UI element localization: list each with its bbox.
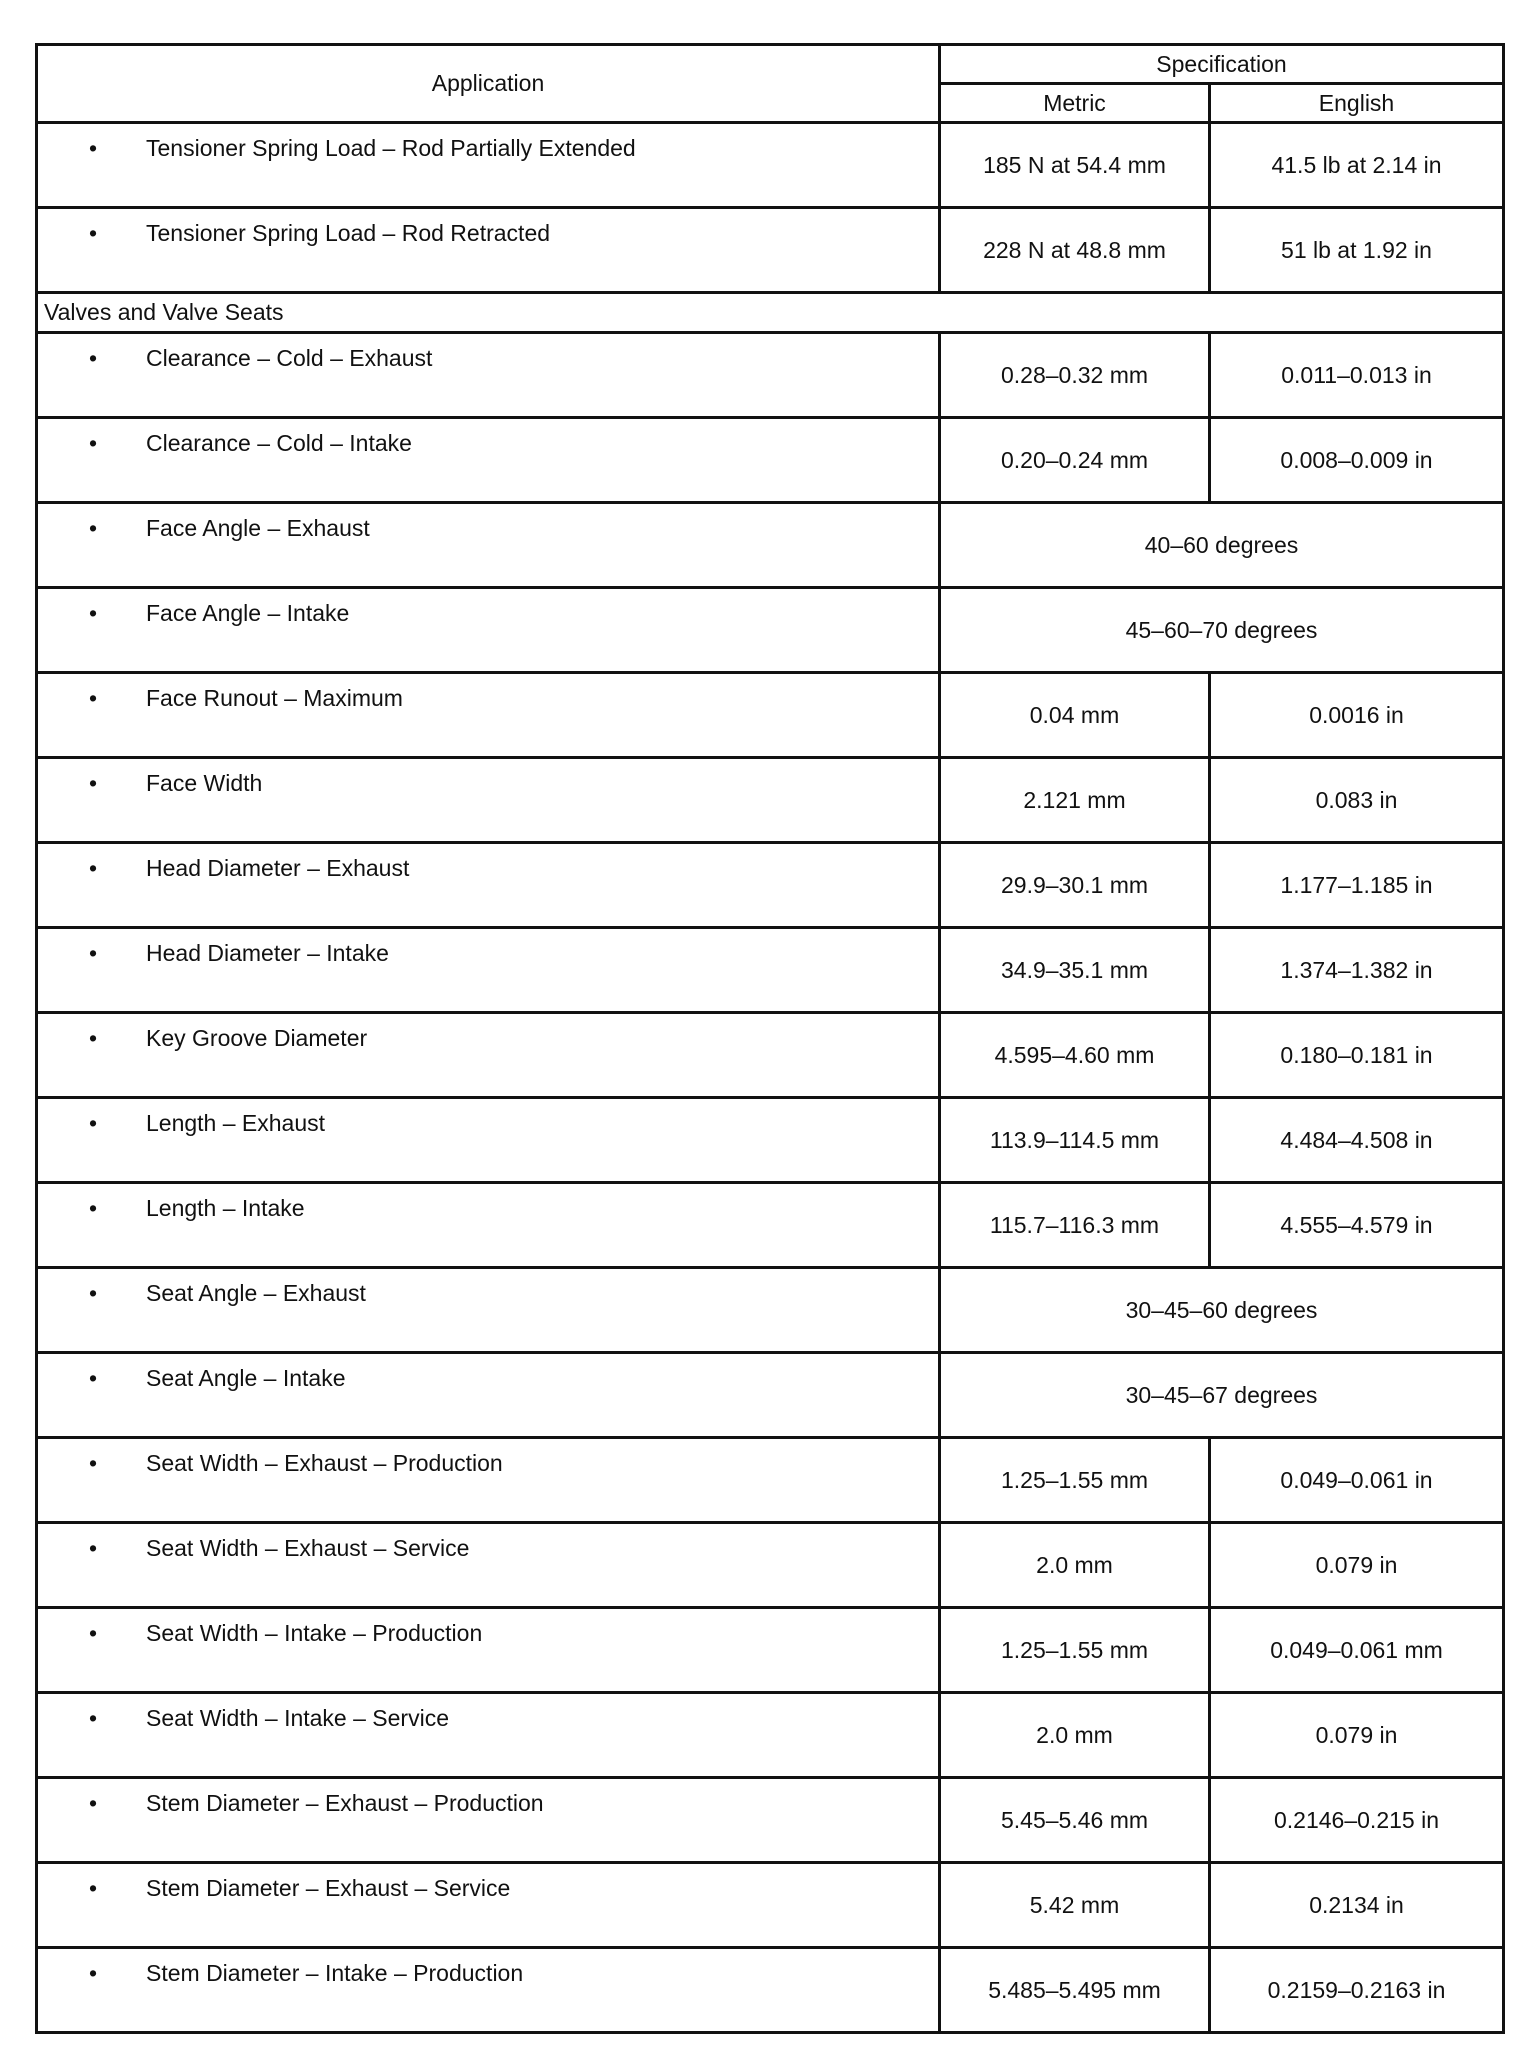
- specification-table: [35, 43, 1505, 2034]
- metric-value: 5.42 mm: [940, 1863, 1210, 1948]
- bullet-icon: •: [89, 135, 98, 161]
- application-cell: [37, 1778, 940, 1863]
- english-value: 0.079 in: [1210, 1693, 1504, 1778]
- application-label: Face Angle – Exhaust: [146, 515, 370, 541]
- application-cell: [37, 123, 940, 208]
- combined-value: 30–45–67 degrees: [940, 1353, 1504, 1438]
- bullet-icon: •: [89, 345, 98, 371]
- bullet-icon: •: [89, 940, 98, 966]
- bullet-icon: •: [89, 770, 98, 796]
- application-label: Seat Angle – Exhaust: [146, 1280, 366, 1306]
- bullet-icon: •: [89, 220, 98, 246]
- table-row: [37, 758, 1504, 843]
- english-value: 0.0016 in: [1210, 673, 1504, 758]
- application-label: Face Width: [146, 770, 263, 796]
- application-cell: [37, 418, 940, 503]
- application-label: Stem Diameter – Exhaust – Production: [146, 1790, 544, 1816]
- table-row: [37, 1948, 1504, 2033]
- bullet-icon: •: [89, 600, 98, 626]
- metric-value: 29.9–30.1 mm: [940, 843, 1210, 928]
- bullet-icon: •: [89, 1960, 98, 1986]
- english-value: 0.2159–0.2163 in: [1210, 1948, 1504, 2033]
- table-row: [37, 588, 1504, 673]
- english-value: 0.008–0.009 in: [1210, 418, 1504, 503]
- metric-value: 2.121 mm: [940, 758, 1210, 843]
- table-row: [37, 333, 1504, 418]
- application-label: Length – Intake: [146, 1195, 305, 1221]
- english-value: 1.374–1.382 in: [1210, 928, 1504, 1013]
- bullet-icon: •: [89, 1110, 98, 1136]
- metric-value: 34.9–35.1 mm: [940, 928, 1210, 1013]
- application-label: Seat Width – Intake – Production: [146, 1620, 483, 1646]
- application-label: Seat Width – Intake – Service: [146, 1705, 449, 1731]
- application-label: Head Diameter – Exhaust: [146, 855, 410, 881]
- application-cell: [37, 1183, 940, 1268]
- table-row: [37, 1268, 1504, 1353]
- english-value: 0.011–0.013 in: [1210, 333, 1504, 418]
- metric-value: 113.9–114.5 mm: [940, 1098, 1210, 1183]
- metric-header: Metric: [940, 84, 1210, 123]
- application-label: Seat Angle – Intake: [146, 1365, 346, 1391]
- bullet-icon: •: [89, 1535, 98, 1561]
- application-cell: [37, 1863, 940, 1948]
- application-cell: [37, 1608, 940, 1693]
- application-cell: [37, 843, 940, 928]
- application-cell: [37, 1438, 940, 1523]
- table-row: [37, 1013, 1504, 1098]
- application-cell: [37, 758, 940, 843]
- english-header: English: [1210, 84, 1504, 123]
- application-cell: [37, 1948, 940, 2033]
- table-row: [37, 503, 1504, 588]
- bullet-icon: •: [89, 1025, 98, 1051]
- application-label: Clearance – Cold – Intake: [146, 430, 412, 456]
- table-row: [37, 1183, 1504, 1268]
- bullet-icon: •: [89, 1365, 98, 1391]
- english-value: 1.177–1.185 in: [1210, 843, 1504, 928]
- table-row: [37, 1438, 1504, 1523]
- metric-value: 2.0 mm: [940, 1523, 1210, 1608]
- application-label: Length – Exhaust: [146, 1110, 326, 1136]
- section-row: [37, 293, 1504, 333]
- english-value: 0.049–0.061 mm: [1210, 1608, 1504, 1693]
- english-value: 0.083 in: [1210, 758, 1504, 843]
- application-label: Seat Width – Exhaust – Production: [146, 1450, 503, 1476]
- table-row: [37, 1693, 1504, 1778]
- bullet-icon: •: [89, 685, 98, 711]
- metric-value: 0.20–0.24 mm: [940, 418, 1210, 503]
- application-label: Tensioner Spring Load – Rod Partially Extended: [146, 135, 636, 161]
- bullet-icon: •: [89, 1875, 98, 1901]
- application-label: Face Angle – Intake: [146, 600, 350, 626]
- table-row: [37, 418, 1504, 503]
- metric-value: 2.0 mm: [940, 1693, 1210, 1778]
- table-row: [37, 1523, 1504, 1608]
- table-row: [37, 1608, 1504, 1693]
- application-cell: [37, 1013, 940, 1098]
- application-cell: [37, 333, 940, 418]
- metric-value: 1.25–1.55 mm: [940, 1608, 1210, 1693]
- metric-value: 0.28–0.32 mm: [940, 333, 1210, 418]
- english-value: 0.2134 in: [1210, 1863, 1504, 1948]
- section-title: Valves and Valve Seats: [37, 293, 1504, 333]
- english-value: 4.484–4.508 in: [1210, 1098, 1504, 1183]
- bullet-icon: •: [89, 1620, 98, 1646]
- table-row: [37, 123, 1504, 208]
- application-cell: [37, 1693, 940, 1778]
- table-row: [37, 843, 1504, 928]
- table-row: [37, 1863, 1504, 1948]
- table-row: [37, 1353, 1504, 1438]
- specification-rows: [37, 123, 1504, 2033]
- bullet-icon: •: [89, 1705, 98, 1731]
- combined-value: 30–45–60 degrees: [940, 1268, 1504, 1353]
- metric-value: 5.45–5.46 mm: [940, 1778, 1210, 1863]
- application-label: Stem Diameter – Exhaust – Service: [146, 1875, 511, 1901]
- application-label: Seat Width – Exhaust – Service: [146, 1535, 470, 1561]
- english-value: 51 lb at 1.92 in: [1210, 208, 1504, 293]
- combined-value: 40–60 degrees: [940, 503, 1504, 588]
- combined-value: 45–60–70 degrees: [940, 588, 1504, 673]
- bullet-icon: •: [89, 515, 98, 541]
- application-label: Clearance – Cold – Exhaust: [146, 345, 433, 371]
- english-value: 0.180–0.181 in: [1210, 1013, 1504, 1098]
- metric-value: 5.485–5.495 mm: [940, 1948, 1210, 2033]
- application-cell: [37, 1098, 940, 1183]
- metric-value: 4.595–4.60 mm: [940, 1013, 1210, 1098]
- metric-value: 0.04 mm: [940, 673, 1210, 758]
- application-label: Tensioner Spring Load – Rod Retracted: [146, 220, 551, 246]
- application-cell: [37, 1523, 940, 1608]
- application-cell: [37, 1353, 940, 1438]
- metric-value: 185 N at 54.4 mm: [940, 123, 1210, 208]
- metric-value: 228 N at 48.8 mm: [940, 208, 1210, 293]
- table-row: [37, 208, 1504, 293]
- table-row: [37, 1098, 1504, 1183]
- application-cell: [37, 503, 940, 588]
- english-value: 0.049–0.061 in: [1210, 1438, 1504, 1523]
- application-label: Key Groove Diameter: [146, 1025, 368, 1051]
- english-value: 0.2146–0.215 in: [1210, 1778, 1504, 1863]
- english-value: 0.079 in: [1210, 1523, 1504, 1608]
- metric-value: 1.25–1.55 mm: [940, 1438, 1210, 1523]
- bullet-icon: •: [89, 430, 98, 456]
- bullet-icon: •: [89, 855, 98, 881]
- application-label: Face Runout – Maximum: [146, 685, 403, 711]
- application-cell: [37, 928, 940, 1013]
- table-row: [37, 928, 1504, 1013]
- application-header: Application: [37, 45, 940, 123]
- application-label: Stem Diameter – Intake – Production: [146, 1960, 524, 1986]
- english-value: 4.555–4.579 in: [1210, 1183, 1504, 1268]
- application-cell: [37, 208, 940, 293]
- specification-header: Specification: [940, 45, 1504, 84]
- application-cell: [37, 1268, 940, 1353]
- application-label: Head Diameter – Intake: [146, 940, 389, 966]
- table-row: [37, 673, 1504, 758]
- bullet-icon: •: [89, 1790, 98, 1816]
- table-row: [37, 1778, 1504, 1863]
- bullet-icon: •: [89, 1195, 98, 1221]
- application-cell: [37, 588, 940, 673]
- english-value: 41.5 lb at 2.14 in: [1210, 123, 1504, 208]
- application-cell: [37, 673, 940, 758]
- bullet-icon: •: [89, 1450, 98, 1476]
- metric-value: 115.7–116.3 mm: [940, 1183, 1210, 1268]
- bullet-icon: •: [89, 1280, 98, 1306]
